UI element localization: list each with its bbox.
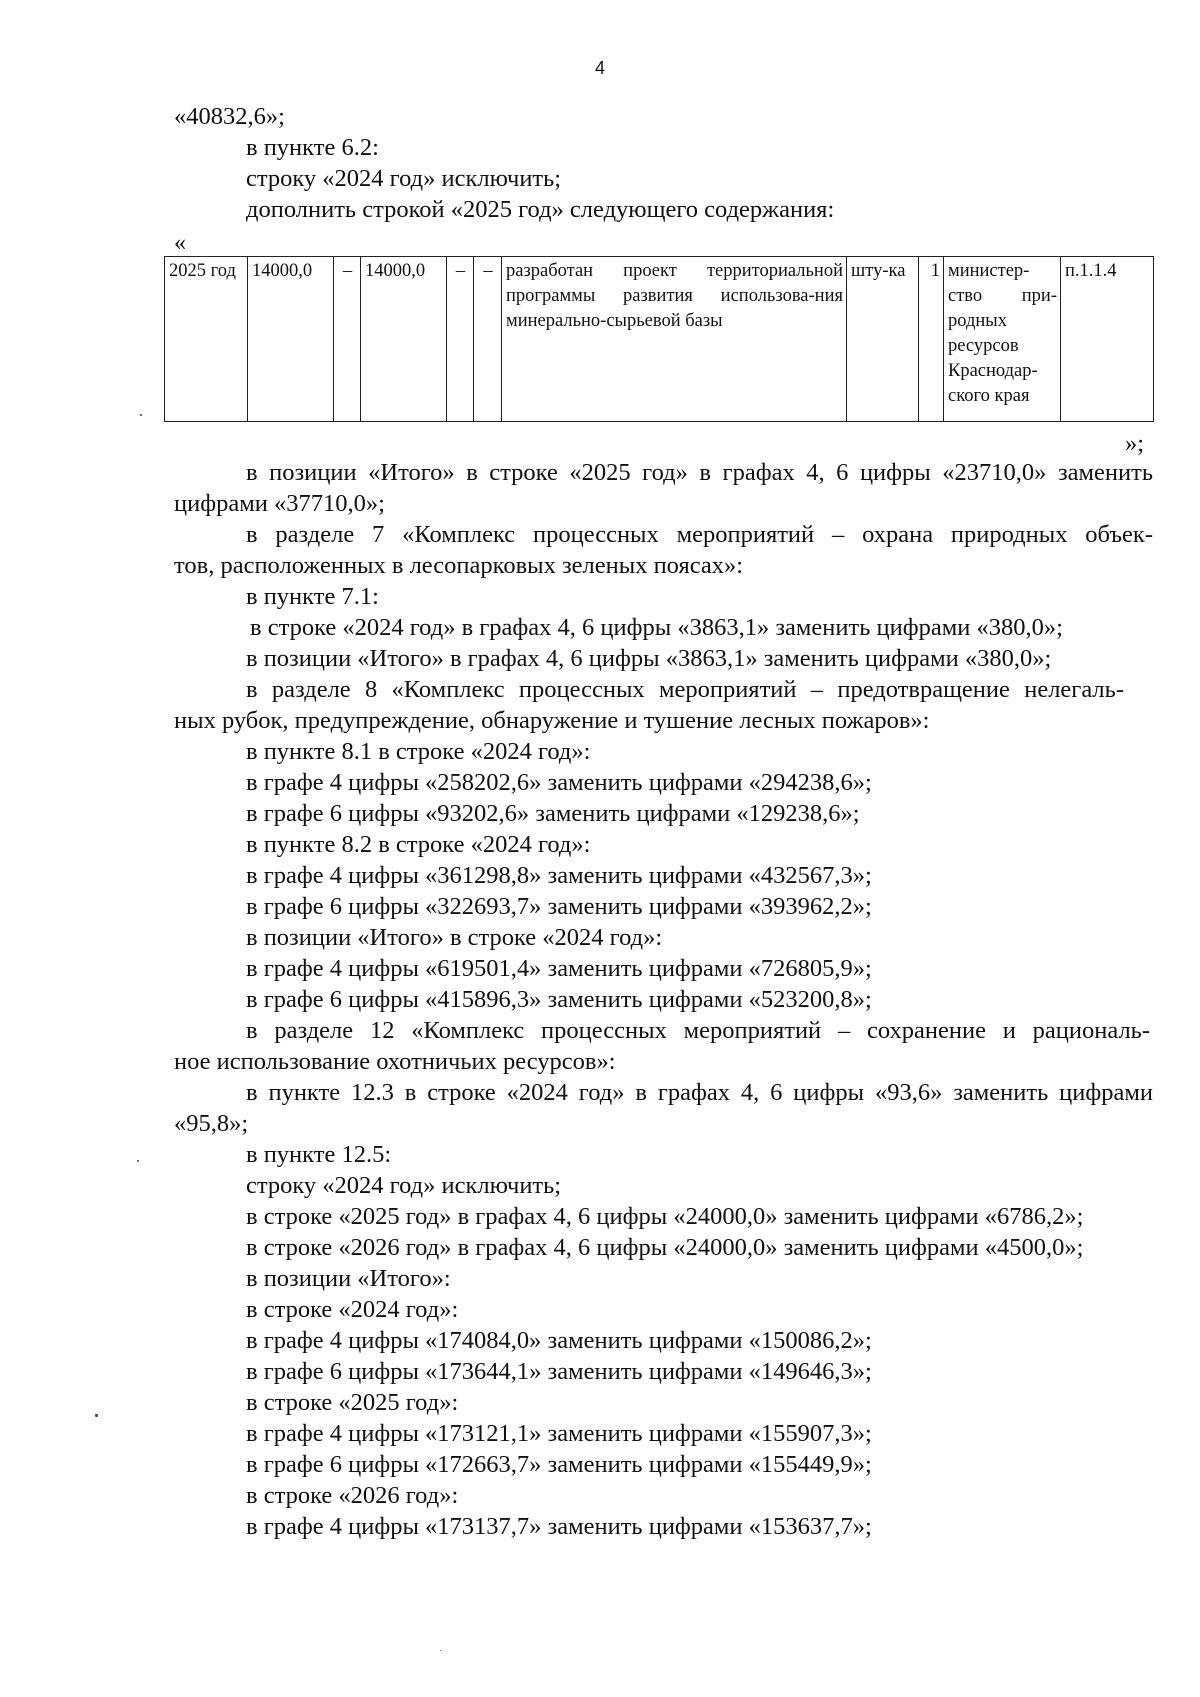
body-line: ное использование охотничьих ресурсов»:: [174, 1048, 616, 1075]
cell-responsible: министер-ство при-родных ресурсов Краснодар-ского края: [944, 257, 1061, 422]
body-line: в графе 4 цифры «173121,1» заменить цифрами «155907,3»;: [246, 1420, 872, 1447]
cell-result: разработан проект территориальной программы развития использова-ния минерально-сырьевой базы: [502, 257, 847, 422]
body-line: в графе 4 цифры «361298,8» заменить цифрами «432567,3»;: [246, 862, 872, 889]
intro-line-4: дополнить строкой «2025 год» следующего содержания:: [246, 196, 835, 223]
scan-speck: [140, 414, 142, 416]
body-line: в строке «2024 год»:: [246, 1296, 459, 1323]
amendment-table: [164, 256, 1154, 422]
cell-year: 2025 год: [165, 257, 248, 422]
body-line: в строке «2024 год» в графах 4, 6 цифры «3863,1» заменить цифрами «380,0»;: [250, 614, 1063, 641]
body-line: в графе 6 цифры «93202,6» заменить цифрами «129238,6»;: [246, 800, 860, 827]
body-line: в графе 4 цифры «174084,0» заменить цифрами «150086,2»;: [246, 1327, 872, 1354]
body-line: в строке «2025 год»:: [246, 1389, 459, 1416]
body-line: в пункте 8.2 в строке «2024 год»:: [246, 831, 591, 858]
cell-dash-3: –: [474, 257, 502, 422]
body-line: «95,8»;: [174, 1110, 249, 1137]
body-line: в позиции «Итого»:: [246, 1265, 451, 1292]
body-line: в пункте 8.1 в строке «2024 год»:: [246, 738, 591, 765]
body-line: в разделе 7 «Комплекс процессных мероприятий – охрана природных объек-: [246, 521, 1153, 548]
body-line: в строке «2026 год»:: [246, 1482, 459, 1509]
body-line: в пункте 7.1:: [246, 583, 379, 610]
quote-open: «: [174, 230, 186, 256]
body-line: в позиции «Итого» в строке «2025 год» в графах 4, 6 цифры «23710,0» заменить: [246, 459, 1153, 486]
scan-speck: [137, 1160, 139, 1162]
body-line: цифрами «37710,0»;: [174, 490, 385, 517]
body-line: в строке «2025 год» в графах 4, 6 цифры «24000,0» заменить цифрами «6786,2»;: [246, 1203, 1084, 1230]
body-line: в графе 4 цифры «619501,4» заменить цифрами «726805,9»;: [246, 955, 872, 982]
body-line: в разделе 8 «Комплекс процессных мероприятий – предотвращение нелегаль-: [246, 676, 1124, 703]
body-line: в графе 4 цифры «173137,7» заменить цифрами «153637,7»;: [246, 1513, 872, 1540]
body-line: в графе 6 цифры «172663,7» заменить цифрами «155449,9»;: [246, 1451, 872, 1478]
table-row: [165, 257, 1154, 422]
intro-line-1: «40832,6»;: [174, 103, 285, 130]
body-line: ных рубок, предупреждение, обнаружение и тушение лесных пожаров»:: [174, 707, 930, 734]
body-line: в позиции «Итого» в графах 4, 6 цифры «3863,1» заменить цифрами «380,0»;: [246, 645, 1052, 672]
intro-line-3: строку «2024 год» исключить;: [246, 165, 562, 192]
cell-total: 14000,0: [248, 257, 334, 422]
scan-speck: [95, 1414, 98, 1417]
body-line: в пункте 12.5:: [246, 1141, 392, 1168]
page-number: 4: [594, 58, 605, 78]
cell-quantity: 1: [919, 257, 944, 422]
body-line: в графе 6 цифры «415896,3» заменить цифрами «523200,8»;: [246, 986, 872, 1013]
cell-dash-2: –: [447, 257, 474, 422]
cell-dash-1: –: [334, 257, 361, 422]
body-line: в графе 4 цифры «258202,6» заменить цифрами «294238,6»;: [246, 769, 872, 796]
body-line: тов, расположенных в лесопарковых зеленых поясах»:: [174, 552, 744, 579]
cell-unit: шту-ка: [847, 257, 919, 422]
body-line: в графе 6 цифры «322693,7» заменить цифрами «393962,2»;: [246, 893, 872, 920]
body-line: в позиции «Итого» в строке «2024 год»:: [246, 924, 663, 951]
intro-line-2: в пункте 6.2:: [246, 134, 379, 161]
scan-speck: [440, 1650, 441, 1651]
body-line: в разделе 12 «Комплекс процессных мероприятий – сохранение и рациональ-: [246, 1017, 1150, 1044]
body-line: в строке «2026 год» в графах 4, 6 цифры «24000,0» заменить цифрами «4500,0»;: [246, 1234, 1084, 1261]
body-line: строку «2024 год» исключить;: [246, 1172, 562, 1199]
quote-close: »;: [1125, 430, 1145, 457]
body-line: в пункте 12.3 в строке «2024 год» в графах 4, 6 цифры «93,6» заменить цифрами: [246, 1079, 1153, 1106]
cell-regional: 14000,0: [361, 257, 447, 422]
cell-reference: п.1.1.4: [1061, 257, 1154, 422]
body-line: в графе 6 цифры «173644,1» заменить цифрами «149646,3»;: [246, 1358, 872, 1385]
